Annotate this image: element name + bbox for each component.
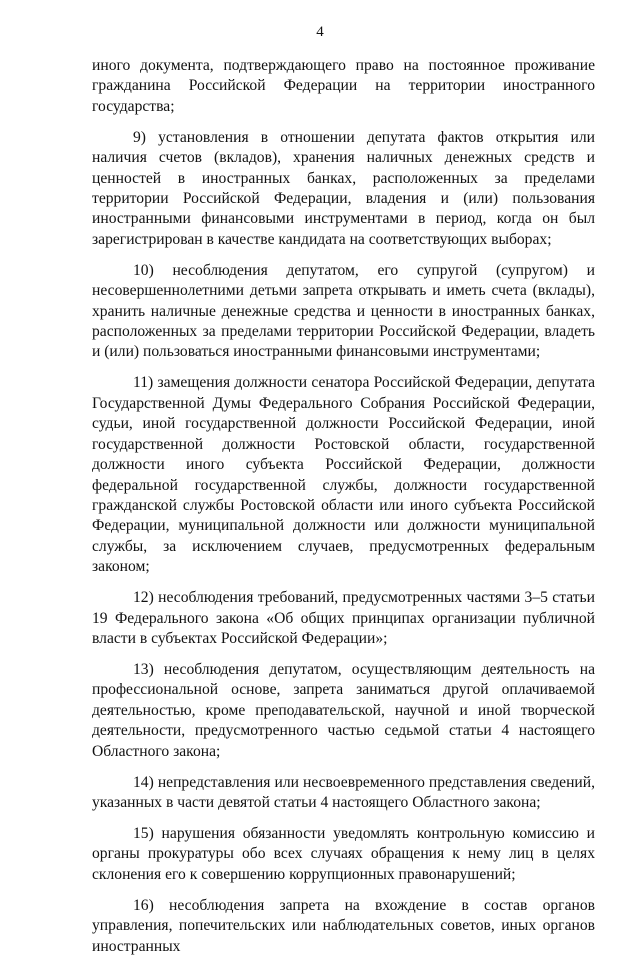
paragraph-item-10: 10) несоблюдения депутатом, его супругой (супругом) и несовершеннолетними детьми запрета открывать и иметь счета (вклады), хранить наличные денежные средства и ценности в иностранных банках, расположенных за пределами территории Российской Федерации, владеть и (или) пользоваться иностранными финансовыми инструментами; (92, 261, 595, 361)
document-body (92, 56, 595, 957)
paragraph-item-12: 12) несоблюдения требований, предусмотренных частями 3–5 статьи 19 Федерального закона «Об общих принципах организации публичной власти в субъектах Российской Федерации»; (92, 589, 595, 647)
paragraph-item-15: 15) нарушения обязанности уведомлять контрольную комиссию и органы прокуратуры обо всех случаях обращения к нему лиц в целях склонения его к совершению коррупционных правонарушений; (92, 824, 595, 883)
paragraph-item-11: 11) замещения должности сенатора Российской Федерации, депутата Государственной Думы Федерального Собрания Российской Федерации, судьи, иной государственной должности Российской Федерации, иной государственной должности Ростовской области, государственной должности иного субъекта Российской Федерации, должности федеральной государственной службы, должности государственной гражданской службы Ростовской области или иного субъекта Российской Федерации, муниципальной должности или должности муниципальной службы, за исключением случаев, предусмотренных федеральным законом; (92, 374, 595, 576)
paragraph-item-9: 9) установления в отношении депутата фактов открытия или наличия счетов (вкладов), хранения наличных денежных средств и ценностей в иностранных банках, расположенных за пределами территории Российской Федерации, владения и (или) пользования иностранными финансовыми инструментами в период, когда он был зарегистрирован в качестве кандидата на соответствующих выборах; (92, 128, 595, 248)
page-number: 4 (316, 24, 324, 40)
paragraph-continuation: иного документа, подтверждающего право на постоянное проживание гражданина Российской Федерации на территории иностранного государства; (92, 57, 595, 115)
paragraph-item-13: 13) несоблюдения депутатом, осуществляющим деятельность на профессиональной основе, запрета заниматься другой оплачиваемой деятельностью, кроме преподавательской, научной и иной творческой деятельности, предусмотренного частью седьмой статьи 4 настоящего Областного закона; (92, 660, 595, 760)
paragraph-item-16: 16) несоблюдения запрета на вхождение в состав органов управления, попечительских или наблюдательных советов, иных органов иностранных (92, 896, 595, 955)
paragraph-item-14: 14) непредставления или несвоевременного представления сведений, указанных в части девятой статьи 4 настоящего Областного закона; (92, 773, 595, 811)
